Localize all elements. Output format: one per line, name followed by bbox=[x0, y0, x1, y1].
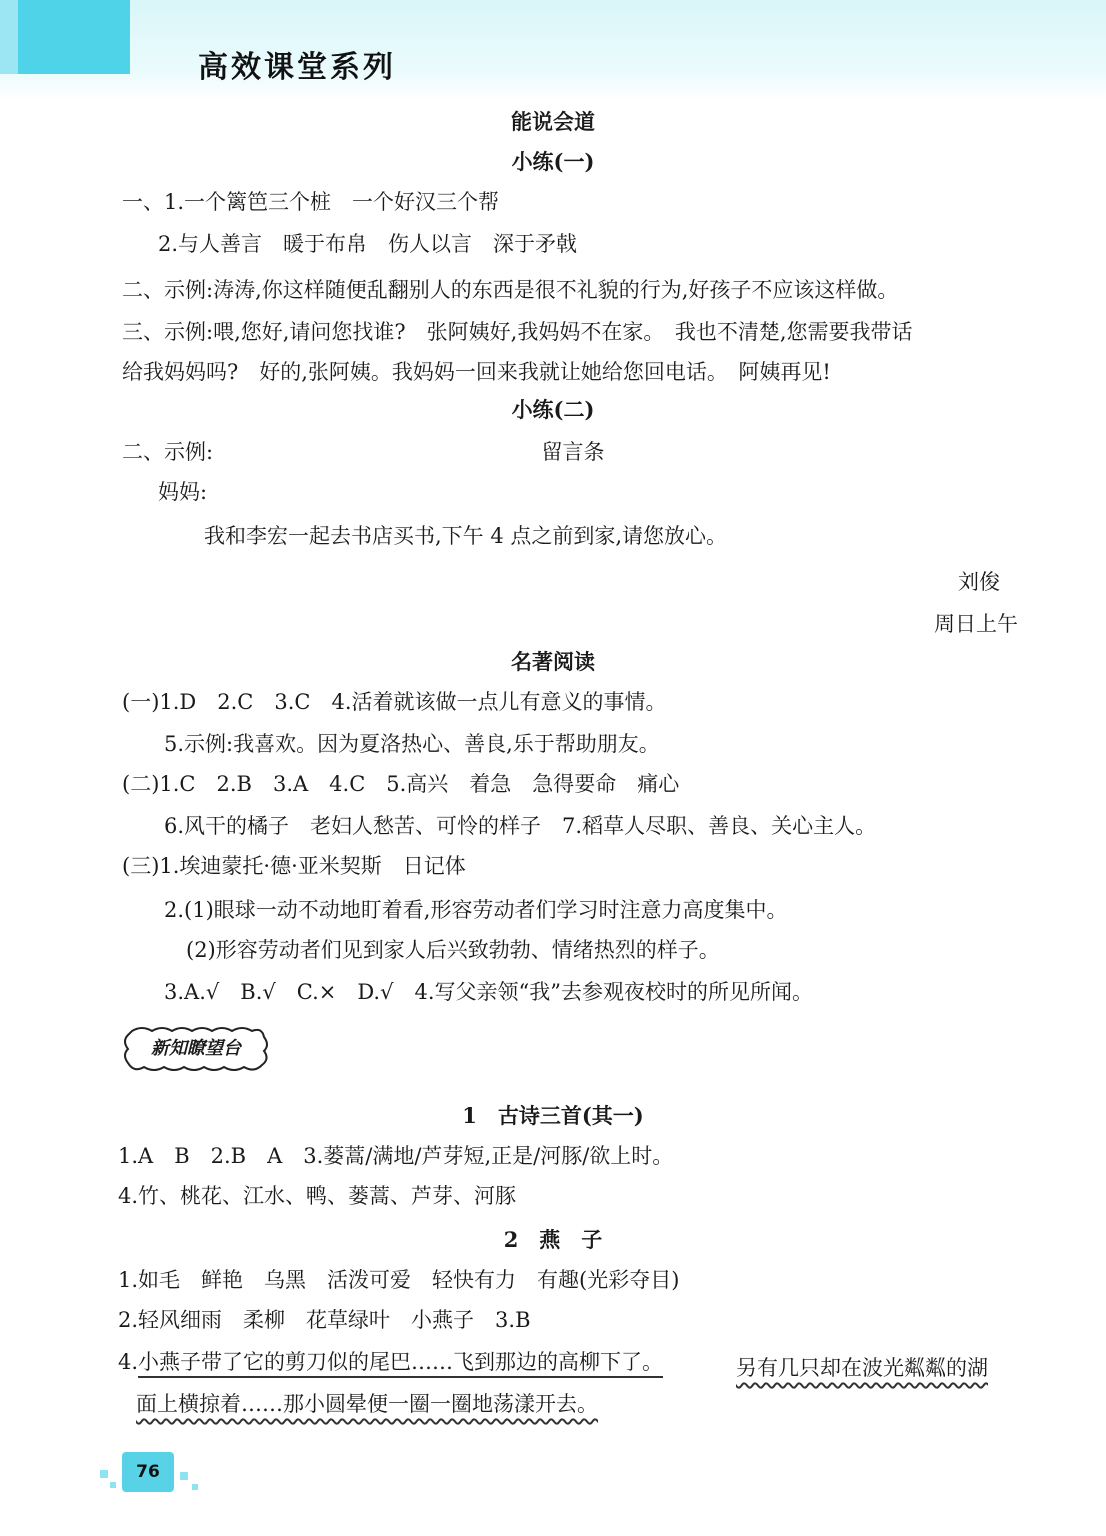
note-date: 周日上午 bbox=[934, 612, 1018, 636]
answer-line: 3.A.√ B.√ C.× D.√ 4.写父亲领“我”去参观夜校时的所见所闻。 bbox=[164, 980, 813, 1004]
practice-2-title: 小练(二) bbox=[511, 397, 595, 422]
header-band bbox=[0, 0, 1106, 100]
page-number: 76 bbox=[122, 1452, 174, 1492]
answer-line: 2.轻风细雨 柔柳 花草绿叶 小燕子 3.B bbox=[118, 1308, 531, 1332]
answer-line: 2.(1)眼球一动不动地盯着看,形容劳动者们学习时注意力高度集中。 bbox=[164, 898, 788, 922]
note-title: 留言条 bbox=[541, 440, 605, 464]
header-accent-block bbox=[18, 0, 130, 74]
answer-line: 1.A B 2.B A 3.蒌蒿/满地/芦芽短,正是/河豚/欲上时。 bbox=[118, 1144, 674, 1168]
answer-line: 给我妈妈吗? 好的,张阿姨。我妈妈一回来我就让她给您回电话。 阿姨再见! bbox=[122, 360, 831, 384]
answer-line: 一、1.一个篱笆三个桩 一个好汉三个帮 bbox=[122, 190, 500, 214]
page-number-area bbox=[96, 1452, 216, 1498]
note-salutation: 妈妈: bbox=[158, 480, 208, 504]
wavy-underline-text bbox=[736, 1354, 988, 1382]
badge-label: 新知瞭望台 bbox=[151, 1038, 241, 1059]
wavy-underline-text bbox=[136, 1390, 598, 1418]
new-knowledge-badge bbox=[122, 1025, 270, 1073]
answer-line: 6.风干的橘子 老妇人愁苦、可怜的样子 7.稻草人尽职、善良、关心主人。 bbox=[164, 814, 877, 838]
answer-line: (一)1.D 2.C 3.C 4.活着就该做一点儿有意义的事情。 bbox=[122, 690, 667, 714]
answer-number: 4. bbox=[118, 1350, 139, 1374]
section-title-classics: 名著阅读 bbox=[511, 649, 595, 674]
answer-line-underlined bbox=[118, 1348, 663, 1376]
decor-dot bbox=[180, 1472, 188, 1480]
practice-1-title: 小练(一) bbox=[511, 149, 595, 174]
answer-line: 1.如毛 鲜艳 乌黑 活泼可爱 轻快有力 有趣(光彩夺目) bbox=[118, 1268, 680, 1292]
lesson-1-title: 1 古诗三首(其一) bbox=[462, 1103, 644, 1128]
section-title-speaking: 能说会道 bbox=[511, 109, 595, 134]
answer-line: 三、示例:喂,您好,请问您找谁? 张阿姨好,我妈妈不在家。 我也不清楚,您需要我带话 bbox=[122, 320, 913, 344]
answer-line: 4.竹、桃花、江水、鸭、蒌蒿、芦芽、河豚 bbox=[118, 1184, 517, 1208]
answer-line: 二、示例:涛涛,你这样随便乱翻别人的东西是很不礼貌的行为,好孩子不应该这样做。 bbox=[122, 278, 899, 302]
wavy-underline-text: 面上横掠着……那小圆晕便一圈一圈地荡漾开去。 bbox=[136, 1392, 598, 1416]
straight-underline-text: 小燕子带了它的剪刀似的尾巴……飞到那边的高柳下了。 bbox=[138, 1350, 663, 1378]
lesson-2-title: 2 燕 子 bbox=[503, 1227, 603, 1252]
answer-line: (三)1.埃迪蒙托·德·亚米契斯 日记体 bbox=[122, 854, 466, 878]
decor-dot bbox=[110, 1482, 116, 1488]
answer-line: (2)形容劳动者们见到家人后兴致勃勃、情绪热烈的样子。 bbox=[186, 938, 720, 962]
answer-line: (二)1.C 2.B 3.A 4.C 5.高兴 着急 急得要命 痛心 bbox=[122, 772, 680, 796]
answer-line: 2.与人善言 暖于布帛 伤人以言 深于矛戟 bbox=[158, 232, 578, 256]
answer-line: 二、示例: bbox=[122, 440, 214, 464]
decor-dot bbox=[192, 1484, 198, 1490]
wavy-underline-text: 另有几只却在波光粼粼的湖 bbox=[736, 1356, 988, 1380]
note-body: 我和李宏一起去书店买书,下午 4 点之前到家,请您放心。 bbox=[204, 524, 728, 548]
decor-dot bbox=[100, 1470, 108, 1478]
series-title: 高效课堂系列 bbox=[198, 50, 396, 85]
note-signature: 刘俊 bbox=[958, 570, 1000, 594]
answer-line: 5.示例:我喜欢。因为夏洛热心、善良,乐于帮助朋友。 bbox=[164, 732, 660, 756]
header-accent-strip bbox=[0, 0, 18, 74]
